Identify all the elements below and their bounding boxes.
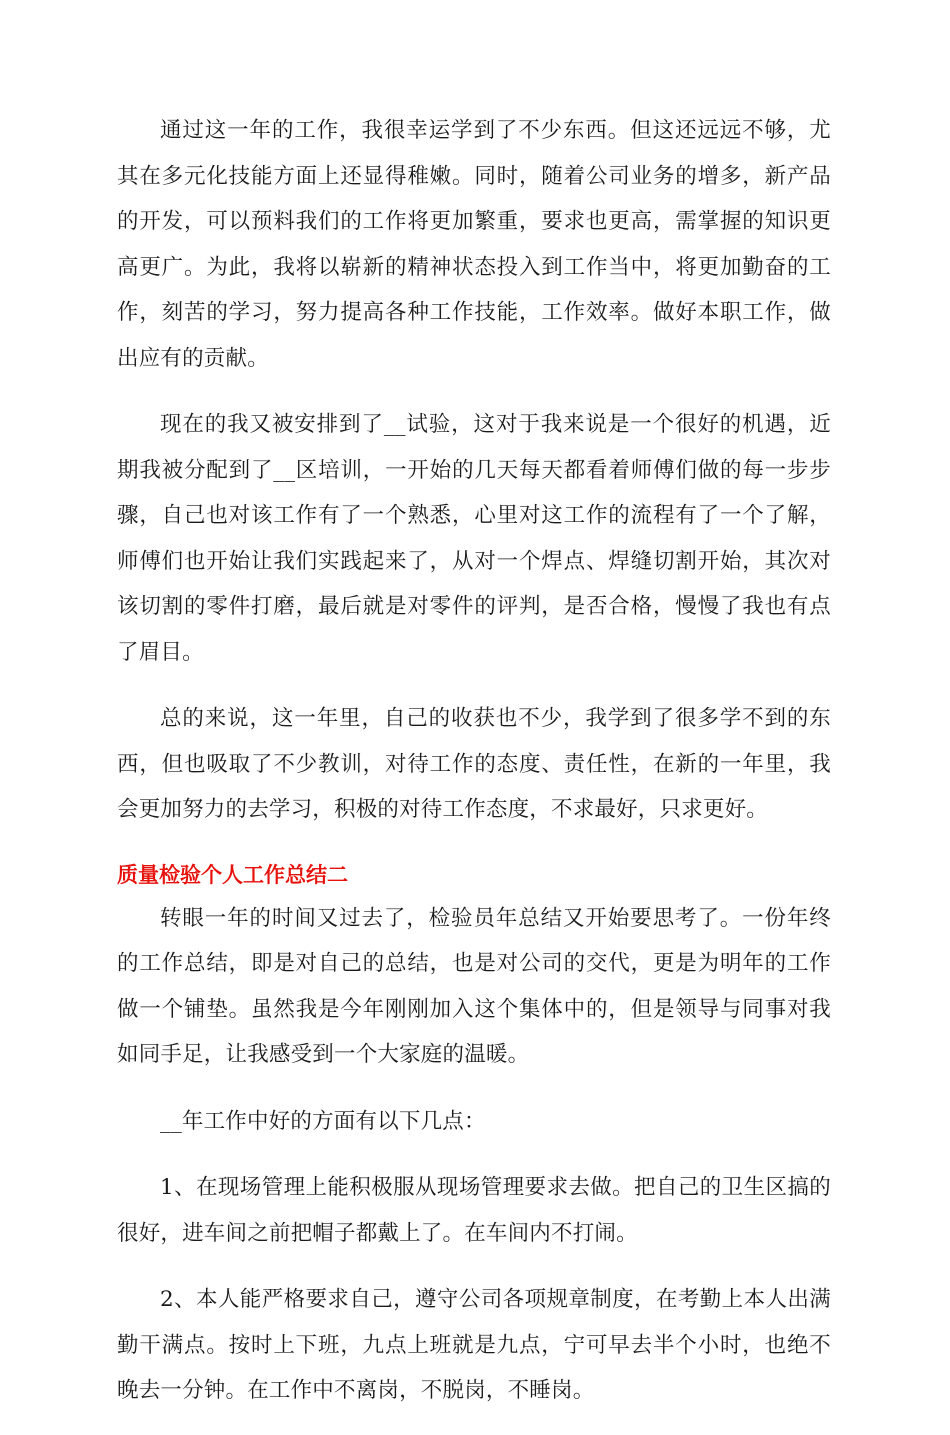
paragraph-3: 总的来说，这一年里，自己的收获也不少，我学到了很多学不到的东西，但也吸取了不少教训，对待工作的态度、责任性，在新的一年里，我会更加努力的去学习，积极的对待工作态度，不求最好，只求更好。 [117,706,831,822]
list-item-2: 2、本人能严格要求自己，遵守公司各项规章制度，在考勤上本人出满勤干满点。按时上下班，九点上班就是九点，宁可早去半个小时，也绝不晚去一分钟。在工作中不离岗，不脱岗，不睡岗。 [117,1287,831,1403]
paragraph-5: __年工作中好的方面有以下几点： [160,1108,486,1134]
paragraph-1: 通过这一年的工作，我很幸运学到了不少东西。但这还远远不够，尤其在多元化技能方面上还显得稚嫩。同时，随着公司业务的增多，新产品的开发，可以预料我们的工作将更加繁重，要求也更高，需掌握的知识更高更广。为此，我将以崭新的精神状态投入到工作当中，将更加勤奋的工作，刻苦的学习，努力提高各种工作技能，工作效率。做好本职工作，做出应有的贡献。 [117,118,831,371]
paragraph-4: 转眼一年的时间又过去了，检验员年总结又开始要思考了。一份年终的工作总结，即是对自己的总结，也是对公司的交代，更是为明年的工作做一个铺垫。虽然我是今年刚刚加入这个集体中的，但是领导与同事对我如同手足，让我感受到一个大家庭的温暖。 [117,905,831,1067]
section-heading: 质量检验个人工作总结二 [117,862,348,887]
paragraph-2: 现在的我又被安排到了__试验，这对于我来说是一个很好的机遇，近期我被分配到了__区培训，一开始的几天每天都看着师傅们做的每一步步骤，自己也对该工作有了一个熟悉，心里对这工作的流程有了一个了解，师傅们也开始让我们实践起来了，从对一个焊点、焊缝切割开始，其次对该切割的零件打磨，最后就是对零件的评判，是否合格，慢慢了我也有点了眉目。 [117,412,831,665]
list-item-1: 1、在现场管理上能积极服从现场管理要求去做。把自己的卫生区搞的很好，进车间之前把帽子都戴上了。在车间内不打闹。 [117,1175,831,1246]
document-page [117,108,831,1435]
